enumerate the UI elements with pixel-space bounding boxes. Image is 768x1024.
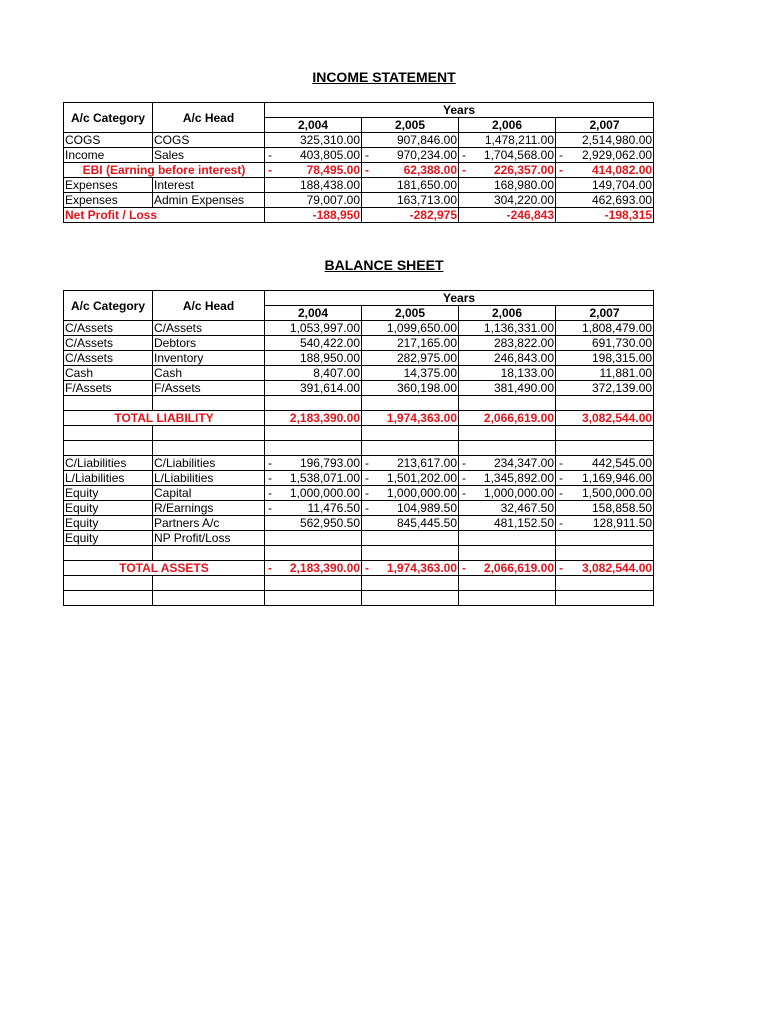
head-cell: Cash (153, 366, 265, 381)
category-cell: Equity (64, 516, 153, 531)
value-cell: 181,650.00 (362, 178, 459, 193)
total-value-cell: - 62,388.00 (362, 163, 459, 178)
empty-cell (64, 441, 153, 456)
value-cell: - 970,234.00 (362, 148, 459, 163)
empty-cell (265, 576, 362, 591)
value-cell: 562,950.50 (265, 516, 362, 531)
value-cell: 18,133.00 (459, 366, 556, 381)
value-cell: 79,007.00 (265, 193, 362, 208)
empty-cell (556, 441, 654, 456)
blank-row (64, 396, 654, 411)
value-cell: 188,438.00 (265, 178, 362, 193)
empty-cell (362, 426, 459, 441)
value-cell: - 104,989.50 (362, 501, 459, 516)
table-row (64, 321, 654, 336)
total-value-cell: - 3,082,544.00 (556, 561, 654, 576)
year-header: 2,005 (362, 118, 459, 133)
value-cell: 372,139.00 (556, 381, 654, 396)
table-row (64, 531, 654, 546)
value-cell: 360,198.00 (362, 381, 459, 396)
head-cell: Capital (153, 486, 265, 501)
empty-cell (362, 576, 459, 591)
table-row (64, 456, 654, 471)
value-cell: - 1,000,000.00 (459, 486, 556, 501)
empty-cell (64, 576, 153, 591)
empty-cell (265, 441, 362, 456)
value-cell: - 1,169,946.00 (556, 471, 654, 486)
value-cell: 32,467.50 (459, 501, 556, 516)
value-cell: 907,846.00 (362, 133, 459, 148)
income-statement-title: INCOME STATEMENT (312, 69, 456, 85)
head-cell: Partners A/c (153, 516, 265, 531)
table-row (64, 501, 654, 516)
total-label: Net Profit / Loss (64, 208, 265, 223)
category-cell: Equity (64, 501, 153, 516)
total-row (64, 163, 654, 178)
value-cell (362, 531, 459, 546)
value-cell: 246,843.00 (459, 351, 556, 366)
table-row (64, 336, 654, 351)
empty-cell (64, 396, 153, 411)
table-row (64, 381, 654, 396)
total-value-cell: -246,843 (459, 208, 556, 223)
blank-row (64, 591, 654, 606)
empty-cell (459, 396, 556, 411)
value-cell: 198,315.00 (556, 351, 654, 366)
value-cell: - 442,545.00 (556, 456, 654, 471)
column-header-category: A/c Category (64, 103, 153, 133)
total-value-cell: - 2,066,619.00 (459, 561, 556, 576)
category-cell: Equity (64, 531, 153, 546)
empty-cell (556, 576, 654, 591)
income-statement-table (63, 102, 654, 223)
blank-row (64, 426, 654, 441)
value-cell: - 128,911.50 (556, 516, 654, 531)
category-cell: Expenses (64, 193, 153, 208)
balance-header-row (64, 291, 654, 306)
value-cell: 217,165.00 (362, 336, 459, 351)
empty-cell (64, 591, 153, 606)
head-cell: F/Assets (153, 381, 265, 396)
value-cell: - 1,345,892.00 (459, 471, 556, 486)
table-row (64, 471, 654, 486)
head-cell: Inventory (153, 351, 265, 366)
total-value-cell: - 226,357.00 (459, 163, 556, 178)
value-cell: - 403,805.00 (265, 148, 362, 163)
total-value-cell: 3,082,544.00 (556, 411, 654, 426)
value-cell: 540,422.00 (265, 336, 362, 351)
value-cell: 1,136,331.00 (459, 321, 556, 336)
column-header-category: A/c Category (64, 291, 153, 321)
value-cell: 391,614.00 (265, 381, 362, 396)
head-cell: L/Liabilities (153, 471, 265, 486)
value-cell: 691,730.00 (556, 336, 654, 351)
empty-cell (64, 426, 153, 441)
total-row (64, 561, 654, 576)
total-label: TOTAL LIABILITY (64, 411, 265, 426)
total-row (64, 208, 654, 223)
total-value-cell: - 1,974,363.00 (362, 561, 459, 576)
head-cell: Interest (153, 178, 265, 193)
table-row (64, 133, 654, 148)
head-cell: C/Assets (153, 321, 265, 336)
empty-cell (459, 591, 556, 606)
value-cell: - 1,704,568.00 (459, 148, 556, 163)
value-cell: - 2,929,062.00 (556, 148, 654, 163)
empty-cell (153, 396, 265, 411)
value-cell: - 1,000,000.00 (265, 486, 362, 501)
category-cell: F/Assets (64, 381, 153, 396)
value-cell (459, 531, 556, 546)
table-row (64, 486, 654, 501)
category-cell: COGS (64, 133, 153, 148)
balance-sheet-title: BALANCE SHEET (324, 257, 444, 273)
total-row (64, 411, 654, 426)
empty-cell (556, 396, 654, 411)
table-row (64, 366, 654, 381)
value-cell: 1,099,650.00 (362, 321, 459, 336)
total-value-cell: - 414,082.00 (556, 163, 654, 178)
category-cell: C/Assets (64, 321, 153, 336)
table-row (64, 193, 654, 208)
value-cell: 168,980.00 (459, 178, 556, 193)
total-label: TOTAL ASSETS (64, 561, 265, 576)
total-value-cell: - 78,495.00 (265, 163, 362, 178)
value-cell (265, 531, 362, 546)
empty-cell (265, 426, 362, 441)
category-cell: Expenses (64, 178, 153, 193)
empty-cell (153, 426, 265, 441)
income-header-row (64, 103, 654, 118)
year-header: 2,004 (265, 118, 362, 133)
head-cell: C/Liabilities (153, 456, 265, 471)
value-cell: - 11,476.50 (265, 501, 362, 516)
total-value-cell: -282,975 (362, 208, 459, 223)
empty-cell (362, 546, 459, 561)
table-row (64, 516, 654, 531)
value-cell (556, 531, 654, 546)
head-cell: COGS (153, 133, 265, 148)
blank-row (64, 441, 654, 456)
total-value-cell: -188,950 (265, 208, 362, 223)
year-header: 2,007 (556, 306, 654, 321)
balance-sheet-table (63, 290, 654, 606)
category-cell: C/Assets (64, 351, 153, 366)
total-value-cell: 2,183,390.00 (265, 411, 362, 426)
empty-cell (459, 546, 556, 561)
table-row (64, 148, 654, 163)
category-cell: Equity (64, 486, 153, 501)
empty-cell (153, 546, 265, 561)
year-header: 2,005 (362, 306, 459, 321)
head-cell: Admin Expenses (153, 193, 265, 208)
head-cell: NP Profit/Loss (153, 531, 265, 546)
value-cell: 188,950.00 (265, 351, 362, 366)
value-cell: - 213,617.00 (362, 456, 459, 471)
total-value-cell: -198,315 (556, 208, 654, 223)
empty-cell (153, 576, 265, 591)
value-cell: 158,858.50 (556, 501, 654, 516)
empty-cell (362, 396, 459, 411)
column-header-head: A/c Head (153, 291, 265, 321)
blank-row (64, 546, 654, 561)
value-cell: - 196,793.00 (265, 456, 362, 471)
value-cell: 2,514,980.00 (556, 133, 654, 148)
head-cell: Debtors (153, 336, 265, 351)
head-cell: Sales (153, 148, 265, 163)
blank-row (64, 576, 654, 591)
total-value-cell: 2,066,619.00 (459, 411, 556, 426)
empty-cell (362, 591, 459, 606)
value-cell: 1,808,479.00 (556, 321, 654, 336)
value-cell: - 1,000,000.00 (362, 486, 459, 501)
empty-cell (459, 576, 556, 591)
value-cell: 14,375.00 (362, 366, 459, 381)
value-cell: 8,407.00 (265, 366, 362, 381)
value-cell: 163,713.00 (362, 193, 459, 208)
category-cell: C/Liabilities (64, 456, 153, 471)
category-cell: C/Assets (64, 336, 153, 351)
empty-cell (64, 546, 153, 561)
year-header: 2,006 (459, 118, 556, 133)
year-header: 2,006 (459, 306, 556, 321)
category-cell: Income (64, 148, 153, 163)
value-cell: 1,478,211.00 (459, 133, 556, 148)
value-cell: 481,152.50 (459, 516, 556, 531)
category-cell: Cash (64, 366, 153, 381)
value-cell: 304,220.00 (459, 193, 556, 208)
empty-cell (265, 546, 362, 561)
value-cell: - 1,538,071.00 (265, 471, 362, 486)
empty-cell (556, 591, 654, 606)
empty-cell (362, 441, 459, 456)
value-cell: 282,975.00 (362, 351, 459, 366)
value-cell: 11,881.00 (556, 366, 654, 381)
column-header-head: A/c Head (153, 103, 265, 133)
table-row (64, 178, 654, 193)
empty-cell (153, 441, 265, 456)
year-header: 2,004 (265, 306, 362, 321)
value-cell: 1,053,997.00 (265, 321, 362, 336)
value-cell: - 234,347.00 (459, 456, 556, 471)
table-row (64, 351, 654, 366)
total-value-cell: - 2,183,390.00 (265, 561, 362, 576)
value-cell: 283,822.00 (459, 336, 556, 351)
empty-cell (556, 546, 654, 561)
value-cell: 845,445.50 (362, 516, 459, 531)
years-label: Years (265, 103, 654, 118)
head-cell: R/Earnings (153, 501, 265, 516)
total-value-cell: 1,974,363.00 (362, 411, 459, 426)
category-cell: L/Liabilities (64, 471, 153, 486)
year-header: 2,007 (556, 118, 654, 133)
value-cell: 149,704.00 (556, 178, 654, 193)
empty-cell (265, 591, 362, 606)
years-label: Years (265, 291, 654, 306)
value-cell: - 1,501,202.00 (362, 471, 459, 486)
value-cell: - 1,500,000.00 (556, 486, 654, 501)
empty-cell (556, 426, 654, 441)
empty-cell (153, 591, 265, 606)
empty-cell (459, 426, 556, 441)
total-label: EBI (Earning before interest) (64, 163, 265, 178)
value-cell: 462,693.00 (556, 193, 654, 208)
empty-cell (459, 441, 556, 456)
value-cell: 381,490.00 (459, 381, 556, 396)
empty-cell (265, 396, 362, 411)
value-cell: 325,310.00 (265, 133, 362, 148)
